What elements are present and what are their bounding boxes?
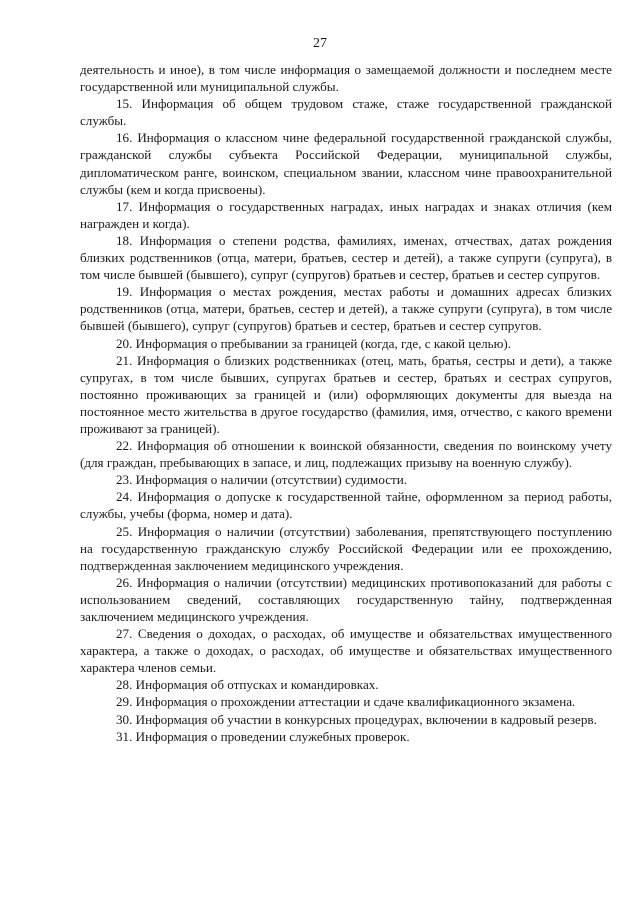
paragraph-item-26: 26. Информация о наличии (отсутствии) медицинских противопоказаний для работы с использованием сведений, составляющих государственную тайну, подтвержденная заключением медицинского учреждения.: [80, 574, 612, 624]
paragraph-item-24: 24. Информация о допуске к государственной тайне, оформленном за период работы, службы, учебы (форма, номер и дата).: [80, 489, 612, 522]
paragraph-item-30: 30. Информация об участии в конкурсных процедурах, включении в кадровый резерв.: [116, 711, 597, 727]
paragraph-item-28: 28. Информация об отпусках и командировках.: [116, 677, 379, 693]
paragraph-item-27: 27. Сведения о доходах, о расходах, об имуществе и обязательствах имущественного характера, а также о доходах, о расходах, об имуществе и обязательствах имущественного характера членов семьи.: [80, 626, 612, 676]
paragraph-item-31: 31. Информация о проведении служебных проверок.: [116, 728, 410, 744]
paragraph-item-20: 20. Информация о пребывании за границей (когда, где, с какой целью).: [116, 335, 512, 351]
paragraph-item-16: 16. Информация о классном чине федеральной государственной гражданской службы, гражданской службы субъекта Российской Федерации, муниципальной службы, дипломатическом ранге, воинском, специальном звании, классном чине правоохранительной службы (кем и когда присвоены).: [80, 130, 612, 197]
page-number: 27: [313, 36, 327, 51]
paragraph-item-25: 25. Информация о наличии (отсутствии) заболевания, препятствующего поступлению на государственную гражданскую службу Российской Федерации или ее прохождению, подтвержденная заключением медицинского учреждения.: [80, 523, 612, 573]
paragraph-item-29: 29. Информация о прохождении аттестации и сдаче квалификационного экзамена.: [116, 694, 576, 710]
paragraph-continuation: деятельность и иное), в том числе информация о замещаемой должности и последнем месте государственной или муниципальной службы.: [80, 62, 612, 95]
paragraph-item-18: 18. Информация о степени родства, фамилиях, именах, отчествах, датах рождения близких родственников (отца, матери, братьев, сестер и детей), а также супруги (супруга), в том числе бывшей (бывшего), супруг (супругов) братьев и сестер, братьев и сестер супругов.: [80, 232, 612, 283]
paragraph-item-21: 21. Информация о близких родственниках (отец, мать, братья, сестры и дети), а также супругах, в том числе бывших, супругах братьев и сестер, братьях и сестрах супругов, постоянно проживающих за границей и (или) оформляющих документы для выезда на постоянное место жительства в другое государство (фамилия, имя, отчество, с какого времени проживают за границей).: [80, 352, 612, 436]
paragraph-item-19: 19. Информация о местах рождения, местах работы и домашних адресах близких родственников (отца, матери, братьев, сестер и детей), а также супруги (супруга), в том числе бывшей (бывшего), супруг (супругов) братьев и сестер, братьев и сестер супругов.: [80, 284, 612, 334]
paragraph-item-22: 22. Информация об отношении к воинской обязанности, сведения по воинскому учету (для граждан, пребывающих в запасе, и лиц, подлежащих призыву на военную службу).: [80, 438, 612, 471]
paragraph-item-15: 15. Информация об общем трудовом стаже, стаже государственной гражданской службы.: [80, 96, 612, 129]
document-body: [80, 61, 612, 745]
paragraph-item-17: 17. Информация о государственных наградах, иных наградах и знаках отличия (кем награжден и когда).: [80, 198, 612, 231]
paragraph-item-23: 23. Информация о наличии (отсутствии) судимости.: [116, 472, 408, 488]
